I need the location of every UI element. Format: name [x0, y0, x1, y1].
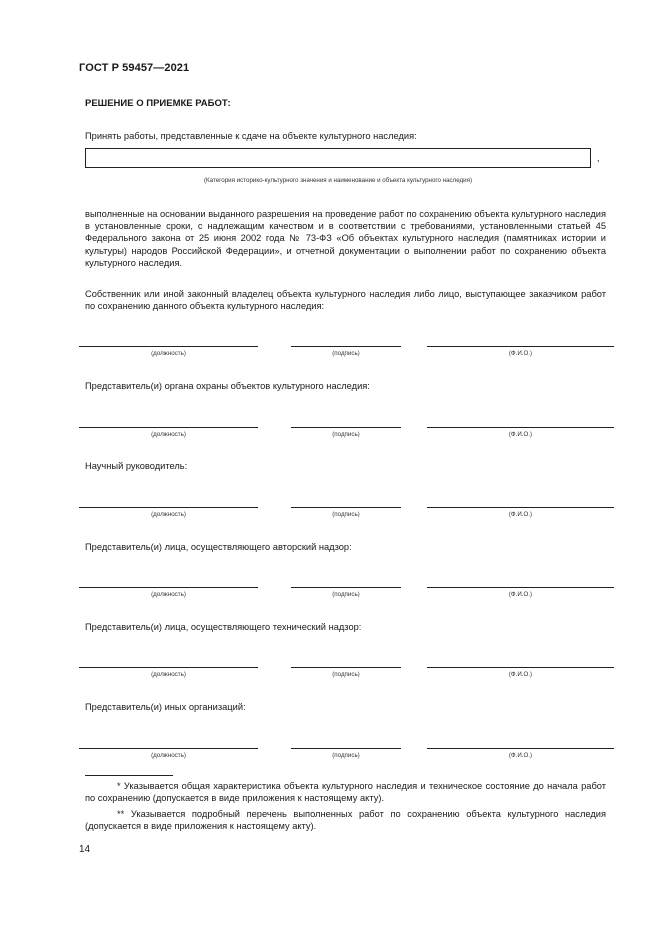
object-name-field[interactable] [85, 148, 591, 168]
section-label-other-organizations: Представитель(и) иных организаций: [85, 702, 246, 712]
signature-line-scientific-supervisor[interactable] [291, 507, 401, 508]
name-caption: (Ф.И.О.) [508, 591, 533, 598]
section-label-author-supervision: Представитель(и) лица, осуществляющего авторский надзор: [85, 542, 352, 552]
section-label-technical-supervision: Представитель(и) лица, осуществляющего технический надзор: [85, 622, 362, 632]
object-caption: (Категория историко-культурного значения и наименование и объекта культурного наследия) [203, 177, 473, 184]
signature-line-owner[interactable] [291, 346, 401, 347]
footnote-2: ** Указывается подробный перечень выполненных работ по сохранению объекта культурного наследия (допускается в виде приложения к настоящему акту). [85, 809, 606, 832]
footnote-divider [85, 775, 173, 776]
signature-caption: (подпись) [332, 671, 360, 678]
signature-caption: (подпись) [332, 431, 360, 438]
signature-caption: (подпись) [332, 350, 360, 357]
signature-caption: (подпись) [332, 752, 360, 759]
section-label-heritage-authority: Представитель(и) органа охраны объектов культурного наследия: [85, 381, 370, 391]
name-caption: (Ф.И.О.) [508, 752, 533, 759]
section-label-scientific-supervisor: Научный руководитель: [85, 461, 188, 471]
footnote-1: * Указывается общая характеристика объекта культурного наследия и техническое состояние до начала работ по сохранению (допускается в виде приложения к настоящему акту). [85, 781, 606, 804]
position-line-scientific-supervisor[interactable] [79, 507, 258, 508]
position-caption: (должность) [151, 431, 186, 438]
decision-title: РЕШЕНИЕ О ПРИЕМКЕ РАБОТ: [85, 98, 231, 109]
position-line-author-supervision[interactable] [79, 587, 258, 588]
signature-line-author-supervision[interactable] [291, 587, 401, 588]
page-number: 14 [79, 844, 91, 855]
object-field-comma: , [597, 153, 600, 163]
position-caption: (должность) [151, 671, 186, 678]
name-caption: (Ф.И.О.) [508, 671, 533, 678]
position-line-technical-supervision[interactable] [79, 667, 258, 668]
name-line-scientific-supervisor[interactable] [427, 507, 614, 508]
name-line-owner[interactable] [427, 346, 614, 347]
name-line-author-supervision[interactable] [427, 587, 614, 588]
signature-caption: (подпись) [332, 591, 360, 598]
position-caption: (должность) [151, 752, 186, 759]
signature-line-heritage-authority[interactable] [291, 427, 401, 428]
position-caption: (должность) [151, 591, 186, 598]
paragraph-owner: Собственник или иной законный владелец объекта культурного наследия либо лицо, выступающее заказчиком работ по сохранению данного объекта культурного наследия: [85, 289, 606, 312]
position-line-heritage-authority[interactable] [79, 427, 258, 428]
document-header: ГОСТ Р 59457—2021 [79, 62, 190, 74]
paragraph-basis: выполненные на основании выданного разрешения на проведение работ по сохранению объекта культурного наследия в установленные сроки, с надлежащим качеством и в соответствии с требованиями, установленными статьей 45 Федерального закона от 25 июня 2002 года № 73-ФЗ «Об объектах культурного наследия (памятниках истории и культуры) народов Российской Федерации», и отчетной документации о выполнении работ по сохранению объекта культурного наследия. [85, 209, 606, 268]
name-caption: (Ф.И.О.) [508, 431, 533, 438]
name-caption: (Ф.И.О.) [508, 350, 533, 357]
accept-text: Принять работы, представленные к сдаче на объекте культурного наследия: [85, 131, 417, 141]
signature-line-other-organizations[interactable] [291, 748, 401, 749]
name-line-heritage-authority[interactable] [427, 427, 614, 428]
position-caption: (должность) [151, 511, 186, 518]
position-line-owner[interactable] [79, 346, 258, 347]
signature-caption: (подпись) [332, 511, 360, 518]
name-caption: (Ф.И.О.) [508, 511, 533, 518]
name-line-other-organizations[interactable] [427, 748, 614, 749]
name-line-technical-supervision[interactable] [427, 667, 614, 668]
position-line-other-organizations[interactable] [79, 748, 258, 749]
signature-line-technical-supervision[interactable] [291, 667, 401, 668]
position-caption: (должность) [151, 350, 186, 357]
